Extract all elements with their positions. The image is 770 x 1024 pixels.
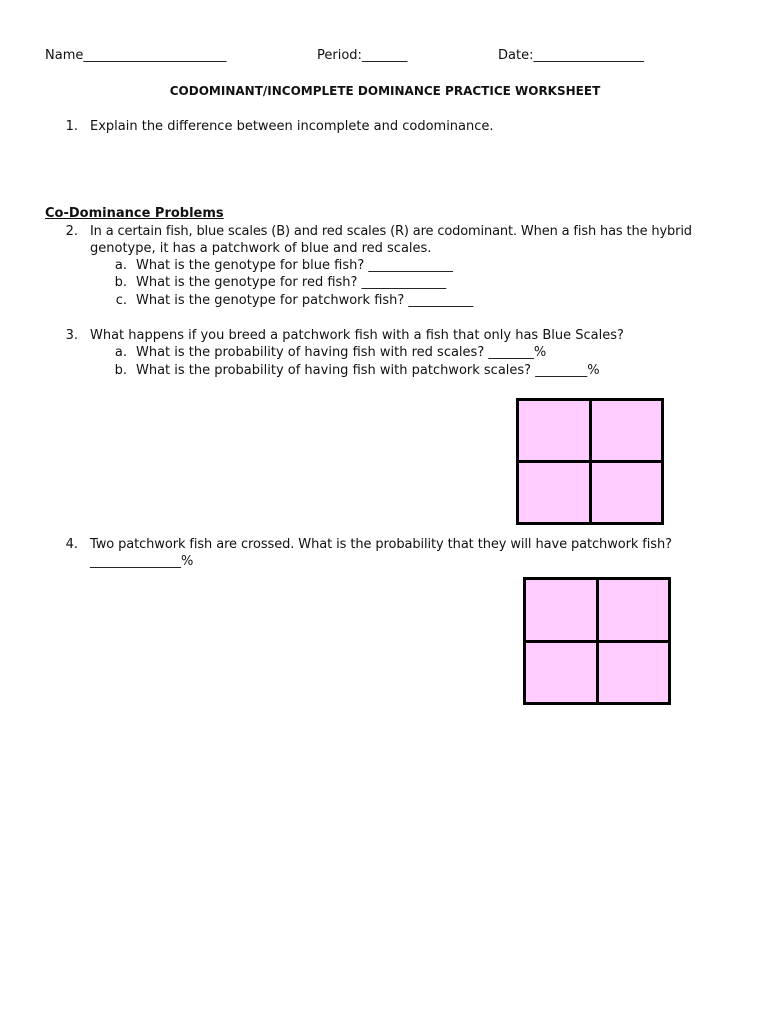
q4-number: 4. bbox=[65, 537, 78, 552]
punnett-square-q4 bbox=[523, 577, 671, 705]
name-field[interactable]: Name______________________ bbox=[45, 48, 227, 63]
section-heading: Co-Dominance Problems bbox=[45, 206, 224, 221]
q3a-label: a. bbox=[114, 345, 127, 360]
q1-text: Explain the difference between incomplete and codominance. bbox=[90, 119, 494, 134]
punnett-divider-horizontal bbox=[519, 460, 661, 463]
q3a-text: What is the probability of having fish with red scales? _______% bbox=[136, 345, 547, 360]
period-field[interactable]: Period:_______ bbox=[317, 48, 408, 63]
q2-number: 2. bbox=[65, 224, 78, 239]
q3-text: What happens if you breed a patchwork fish with a fish that only has Blue Scales? bbox=[90, 328, 624, 343]
q4-answer-blank[interactable]: ______________% bbox=[90, 554, 194, 569]
q2c-text: What is the genotype for patchwork fish? __________ bbox=[136, 293, 474, 308]
worksheet-title: CODOMINANT/INCOMPLETE DOMINANCE PRACTICE WORKSHEET bbox=[169, 84, 601, 98]
q1-number: 1. bbox=[65, 119, 78, 134]
q2a-label: a. bbox=[114, 258, 127, 273]
q3b-text: What is the probability of having fish with patchwork scales? ________% bbox=[136, 363, 600, 378]
q3b-label: b. bbox=[114, 363, 127, 378]
q2c-label: c. bbox=[115, 293, 127, 308]
q3-number: 3. bbox=[65, 328, 78, 343]
punnett-square-q3 bbox=[516, 398, 664, 525]
q2a-text: What is the genotype for blue fish? _____________ bbox=[136, 258, 453, 273]
q2-text-line1: In a certain fish, blue scales (B) and red scales (R) are codominant. When a fish has the hybrid bbox=[90, 224, 692, 239]
q2b-text: What is the genotype for red fish? _____________ bbox=[136, 275, 447, 290]
date-field[interactable]: Date:_________________ bbox=[498, 48, 644, 63]
punnett-divider-horizontal bbox=[526, 640, 668, 643]
q2-text-line2: genotype, it has a patchwork of blue and red scales. bbox=[90, 241, 432, 256]
q2b-label: b. bbox=[114, 275, 127, 290]
q4-text: Two patchwork fish are crossed. What is the probability that they will have patchwork fish? bbox=[90, 537, 672, 552]
